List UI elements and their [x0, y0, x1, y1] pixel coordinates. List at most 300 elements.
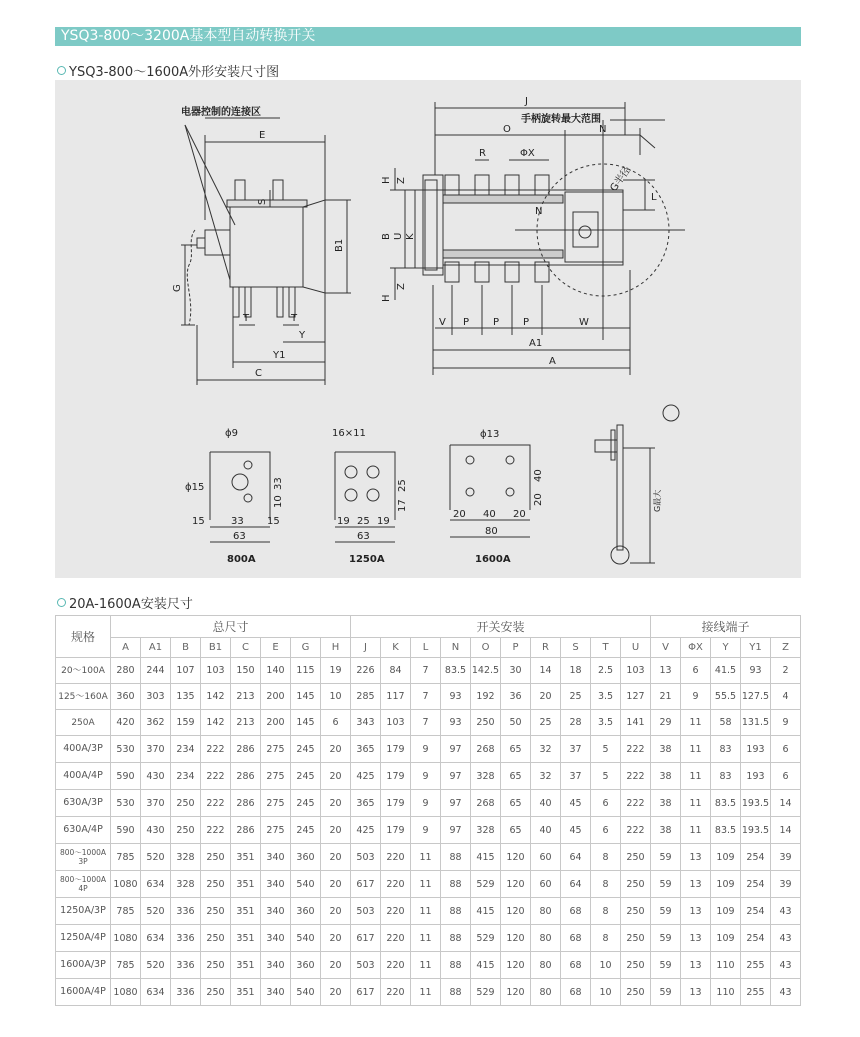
table-cell: 84: [381, 658, 411, 684]
table-cell: 530: [111, 790, 141, 817]
section-heading-table: [57, 593, 193, 612]
dim-V: V: [439, 317, 446, 328]
table-cell: 200: [261, 710, 291, 736]
circle-bullet-icon: [57, 66, 66, 75]
dim-800-phi9: ϕ9: [225, 428, 238, 439]
column-header: C: [231, 638, 261, 658]
table-row: [56, 658, 801, 684]
column-header-row: [56, 638, 801, 658]
table-cell: 21: [651, 684, 681, 710]
table-cell: 336: [171, 898, 201, 925]
table-cell: 9: [771, 710, 801, 736]
spec-cell: 1600A/4P: [56, 979, 111, 1006]
table-cell: 109: [711, 898, 741, 925]
table-cell: 245: [291, 736, 321, 763]
table-cell: 785: [111, 844, 141, 871]
table-cell: 351: [231, 952, 261, 979]
table-cell: 43: [771, 952, 801, 979]
table-cell: 45: [561, 790, 591, 817]
table-cell: 142.5: [471, 658, 501, 684]
table-cell: 59: [651, 898, 681, 925]
spec-cell: 1250A/3P: [56, 898, 111, 925]
table-cell: 142: [201, 684, 231, 710]
table-cell: 103: [381, 710, 411, 736]
table-cell: 222: [201, 817, 231, 844]
column-header: H: [321, 638, 351, 658]
table-row: [56, 925, 801, 952]
column-header: A1: [141, 638, 171, 658]
dim-R: R: [479, 148, 486, 159]
table-cell: 97: [441, 736, 471, 763]
terminal-1600a: [450, 445, 530, 537]
table-cell: 286: [231, 763, 261, 790]
table-cell: 220: [381, 844, 411, 871]
table-cell: 340: [261, 898, 291, 925]
table-cell: 38: [651, 736, 681, 763]
table-cell: 6: [321, 710, 351, 736]
table-cell: 11: [411, 844, 441, 871]
table-cell: 245: [291, 817, 321, 844]
table-cell: 351: [231, 925, 261, 952]
table-cell: 360: [111, 684, 141, 710]
table-cell: 59: [651, 925, 681, 952]
table-cell: 415: [471, 952, 501, 979]
dim-1600-20v: 20: [533, 493, 544, 506]
table-cell: 430: [141, 817, 171, 844]
dim-1250-19a: 19: [337, 516, 350, 527]
table-cell: 68: [561, 979, 591, 1006]
table-row: [56, 817, 801, 844]
table-cell: 340: [261, 844, 291, 871]
table-cell: 250: [621, 979, 651, 1006]
table-cell: 634: [141, 925, 171, 952]
table-cell: 68: [561, 898, 591, 925]
dim-800-63: 63: [233, 531, 246, 542]
table-cell: 13: [681, 979, 711, 1006]
table-cell: 179: [381, 763, 411, 790]
dim-800-phi15: ϕ15: [185, 482, 205, 493]
table-cell: 540: [291, 925, 321, 952]
table-cell: 9: [681, 684, 711, 710]
table-cell: 1080: [111, 979, 141, 1006]
table-cell: 222: [621, 736, 651, 763]
table-cell: 120: [501, 871, 531, 898]
table-cell: 360: [291, 898, 321, 925]
table-cell: 80: [531, 898, 561, 925]
table-cell: 13: [681, 925, 711, 952]
table-cell: 250: [201, 898, 231, 925]
table-cell: 59: [651, 952, 681, 979]
table-cell: 11: [411, 979, 441, 1006]
table-cell: 83: [711, 763, 741, 790]
table-cell: 110: [711, 952, 741, 979]
table-cell: 60: [531, 871, 561, 898]
dim-T-right: T: [291, 313, 298, 324]
table-cell: 3.5: [591, 684, 621, 710]
table-cell: 250: [171, 817, 201, 844]
table-cell: 159: [171, 710, 201, 736]
table-cell: 120: [501, 979, 531, 1006]
table-cell: 255: [741, 952, 771, 979]
table-cell: 351: [231, 871, 261, 898]
dim-B1: B1: [334, 238, 345, 252]
table-cell: 80: [531, 979, 561, 1006]
label-connection-zone: 电器控制的连接区: [181, 107, 261, 118]
table-cell: 351: [231, 979, 261, 1006]
terminal-label-800a: 800A: [227, 554, 256, 565]
table-cell: 40: [531, 817, 561, 844]
column-header: B1: [201, 638, 231, 658]
table-cell: 59: [651, 844, 681, 871]
table-cell: 193.5: [741, 817, 771, 844]
spec-cell: 630A/4P: [56, 817, 111, 844]
table-cell: 11: [681, 736, 711, 763]
dim-L: L: [651, 192, 657, 203]
terminal-label-1250a: 1250A: [349, 554, 385, 565]
table-cell: 328: [471, 763, 501, 790]
table-cell: 336: [171, 952, 201, 979]
table-cell: 250: [201, 925, 231, 952]
terminal-1250a: [335, 452, 395, 542]
table-cell: 268: [471, 790, 501, 817]
table-cell: 503: [351, 844, 381, 871]
table-cell: 117: [381, 684, 411, 710]
dim-N-top: N: [599, 124, 607, 135]
table-cell: 222: [621, 790, 651, 817]
table-cell: 275: [261, 817, 291, 844]
section-heading-outline: [57, 61, 279, 80]
table-cell: 10: [591, 952, 621, 979]
table-cell: 213: [231, 684, 261, 710]
table-cell: 250: [171, 790, 201, 817]
table-cell: 351: [231, 844, 261, 871]
table-cell: 120: [501, 952, 531, 979]
page-title: YSQ3-800～3200A基本型自动转换开关: [61, 28, 316, 44]
table-cell: 7: [411, 684, 441, 710]
dim-1250-63: 63: [357, 531, 370, 542]
group-switch-mount: 开关安装: [351, 616, 651, 638]
table-cell: 6: [771, 763, 801, 790]
table-cell: 11: [411, 925, 441, 952]
table-cell: 226: [351, 658, 381, 684]
table-cell: 222: [201, 736, 231, 763]
section-title: YSQ3-800～1600A外形安装尺寸图: [69, 65, 280, 80]
table-cell: 127: [621, 684, 651, 710]
spec-cell: 250A: [56, 710, 111, 736]
table-cell: 193: [741, 736, 771, 763]
column-header: R: [531, 638, 561, 658]
table-cell: 328: [471, 817, 501, 844]
spec-cell: 630A/3P: [56, 790, 111, 817]
table-cell: 38: [651, 790, 681, 817]
table-cell: 36: [501, 684, 531, 710]
column-header: O: [471, 638, 501, 658]
dim-phiX: ΦX: [520, 148, 535, 159]
table-cell: 250: [621, 898, 651, 925]
dim-1600-20b: 20: [513, 509, 526, 520]
table-cell: 193: [741, 763, 771, 790]
table-cell: 245: [291, 763, 321, 790]
table-cell: 336: [171, 925, 201, 952]
table-cell: 10: [321, 684, 351, 710]
table-cell: 9: [411, 790, 441, 817]
table-cell: 590: [111, 763, 141, 790]
table-cell: 6: [681, 658, 711, 684]
table-cell: 193.5: [741, 790, 771, 817]
table-cell: 340: [261, 925, 291, 952]
table-cell: 88: [441, 898, 471, 925]
table-cell: 88: [441, 871, 471, 898]
table-cell: 8: [591, 844, 621, 871]
column-header: P: [501, 638, 531, 658]
table-cell: 25: [531, 710, 561, 736]
table-cell: 286: [231, 736, 261, 763]
table-cell: 131.5: [741, 710, 771, 736]
table-cell: 530: [111, 736, 141, 763]
table-cell: 286: [231, 817, 261, 844]
table-cell: 234: [171, 763, 201, 790]
table-cell: 336: [171, 979, 201, 1006]
page-title-bar: [55, 27, 801, 46]
table-cell: 9: [411, 763, 441, 790]
dim-1250-25h: 25: [357, 516, 370, 527]
table-cell: 11: [681, 710, 711, 736]
table-cell: 8: [591, 871, 621, 898]
table-cell: 83.5: [711, 817, 741, 844]
table-cell: 13: [681, 871, 711, 898]
table-cell: 179: [381, 736, 411, 763]
dim-1250-25v: 25: [397, 479, 408, 492]
table-cell: 43: [771, 898, 801, 925]
table-cell: 340: [261, 979, 291, 1006]
table-cell: 32: [531, 763, 561, 790]
dim-B: B: [381, 233, 392, 240]
spec-cell: 20～100A: [56, 658, 111, 684]
table-cell: 25: [561, 684, 591, 710]
table-cell: 20: [321, 763, 351, 790]
table-cell: 250: [621, 952, 651, 979]
table-row: [56, 844, 801, 871]
column-header: L: [411, 638, 441, 658]
table-cell: 19: [321, 658, 351, 684]
table-cell: 28: [561, 710, 591, 736]
table-cell: 415: [471, 844, 501, 871]
table-cell: 529: [471, 979, 501, 1006]
table-cell: 120: [501, 925, 531, 952]
dim-1600-phi13: ϕ13: [480, 429, 500, 440]
table-cell: 37: [561, 763, 591, 790]
table-cell: 145: [291, 684, 321, 710]
table-body: [56, 658, 801, 1006]
dim-1600-40h: 40: [483, 509, 496, 520]
dim-Y: Y: [299, 330, 306, 341]
terminal-800a: [210, 452, 270, 542]
table-cell: 250: [621, 925, 651, 952]
table-cell: 93: [741, 658, 771, 684]
table-cell: 1080: [111, 925, 141, 952]
dim-1250-slot: 16×11: [332, 428, 366, 439]
table-cell: 254: [741, 925, 771, 952]
table-cell: 590: [111, 817, 141, 844]
table-cell: 97: [441, 790, 471, 817]
dim-800-10: 10: [273, 495, 284, 508]
column-header: Z: [771, 638, 801, 658]
dim-C: C: [255, 368, 262, 379]
table-cell: 11: [681, 817, 711, 844]
table-cell: 20: [321, 871, 351, 898]
column-header: B: [171, 638, 201, 658]
table-cell: 222: [201, 763, 231, 790]
table-cell: 68: [561, 952, 591, 979]
table-cell: 135: [171, 684, 201, 710]
table-cell: 13: [651, 658, 681, 684]
table-cell: 220: [381, 952, 411, 979]
table-cell: 280: [111, 658, 141, 684]
dim-W: W: [579, 317, 589, 328]
table-cell: 4: [771, 684, 801, 710]
table-cell: 340: [261, 952, 291, 979]
table-cell: 303: [141, 684, 171, 710]
table-cell: 415: [471, 898, 501, 925]
table-cell: 83.5: [441, 658, 471, 684]
table-cell: 9: [411, 736, 441, 763]
table-cell: 10: [591, 979, 621, 1006]
table-cell: 38: [651, 817, 681, 844]
table-cell: 30: [501, 658, 531, 684]
table-cell: 37: [561, 736, 591, 763]
dim-800-15b: 15: [267, 516, 280, 527]
table-cell: 88: [441, 844, 471, 871]
table-cell: 220: [381, 925, 411, 952]
column-header: A: [111, 638, 141, 658]
table-cell: 244: [141, 658, 171, 684]
dim-P2: P: [493, 317, 500, 328]
table-cell: 634: [141, 871, 171, 898]
dim-J: J: [525, 96, 528, 107]
table-cell: 13: [681, 952, 711, 979]
table-cell: 617: [351, 979, 381, 1006]
table-cell: 8: [591, 925, 621, 952]
dim-1600-40v: 40: [533, 469, 544, 482]
table-cell: 5: [591, 736, 621, 763]
column-header: U: [621, 638, 651, 658]
table-cell: 64: [561, 871, 591, 898]
table-cell: 250: [201, 871, 231, 898]
table-cell: 250: [201, 844, 231, 871]
table-cell: 43: [771, 979, 801, 1006]
table-cell: 360: [291, 844, 321, 871]
dim-1250-19b: 19: [377, 516, 390, 527]
table-cell: 65: [501, 817, 531, 844]
dimension-table: [55, 615, 801, 1006]
dim-1600-80: 80: [485, 526, 498, 537]
table-cell: 360: [291, 952, 321, 979]
table-cell: 80: [531, 952, 561, 979]
circle-bullet-icon: [57, 598, 66, 607]
front-view: [390, 102, 685, 375]
table-cell: 127.5: [741, 684, 771, 710]
table-cell: 65: [501, 736, 531, 763]
table-cell: 1080: [111, 871, 141, 898]
table-cell: 109: [711, 844, 741, 871]
table-cell: 370: [141, 736, 171, 763]
table-cell: 58: [711, 710, 741, 736]
table-cell: 39: [771, 871, 801, 898]
table-cell: 8: [591, 898, 621, 925]
dim-A1: A1: [529, 338, 543, 349]
table-cell: 59: [651, 979, 681, 1006]
table-cell: 140: [261, 658, 291, 684]
table-cell: 65: [501, 790, 531, 817]
table-cell: 213: [231, 710, 261, 736]
table-cell: 83.5: [711, 790, 741, 817]
table-cell: 32: [531, 736, 561, 763]
table-cell: 268: [471, 736, 501, 763]
table-cell: 365: [351, 736, 381, 763]
dim-G-max: G最大: [653, 489, 662, 512]
table-cell: 20: [321, 817, 351, 844]
table-cell: 254: [741, 898, 771, 925]
table-cell: 343: [351, 710, 381, 736]
table-cell: 14: [771, 817, 801, 844]
table-cell: 107: [171, 658, 201, 684]
table-cell: 11: [411, 898, 441, 925]
table-cell: 250: [621, 844, 651, 871]
column-header: Y1: [741, 638, 771, 658]
column-header: T: [591, 638, 621, 658]
spec-cell: 800～1000A 3P: [56, 844, 111, 871]
table-cell: 179: [381, 790, 411, 817]
dim-800-33h: 33: [231, 516, 244, 527]
table-row: [56, 979, 801, 1006]
dim-A: A: [549, 356, 556, 367]
table-cell: 109: [711, 871, 741, 898]
dim-P1: P: [463, 317, 470, 328]
table-cell: 2.5: [591, 658, 621, 684]
table-cell: 220: [381, 979, 411, 1006]
table-cell: 250: [621, 871, 651, 898]
dim-Z-top: Z: [396, 177, 407, 184]
dim-U: U: [393, 232, 404, 240]
dim-E: E: [259, 130, 266, 141]
table-cell: 20: [321, 925, 351, 952]
table-cell: 38: [651, 763, 681, 790]
table-cell: 120: [501, 844, 531, 871]
table-cell: 109: [711, 925, 741, 952]
table-cell: 83: [711, 736, 741, 763]
table-cell: 13: [681, 898, 711, 925]
drawing-svg: [55, 80, 801, 578]
table-cell: 97: [441, 763, 471, 790]
table-cell: 103: [201, 658, 231, 684]
column-header: ΦX: [681, 638, 711, 658]
table-row: [56, 684, 801, 710]
table-cell: 110: [711, 979, 741, 1006]
table-cell: 39: [771, 844, 801, 871]
table-row: [56, 871, 801, 898]
spec-cell: 1250A/4P: [56, 925, 111, 952]
table-cell: 20: [321, 790, 351, 817]
table-cell: 11: [681, 763, 711, 790]
table-cell: 222: [621, 817, 651, 844]
table-cell: 88: [441, 925, 471, 952]
dim-800-33v: 33: [273, 477, 284, 490]
table-cell: 234: [171, 736, 201, 763]
table-cell: 20: [531, 684, 561, 710]
dim-S: S: [257, 198, 268, 205]
table-cell: 20: [321, 979, 351, 1006]
table-cell: 11: [411, 952, 441, 979]
